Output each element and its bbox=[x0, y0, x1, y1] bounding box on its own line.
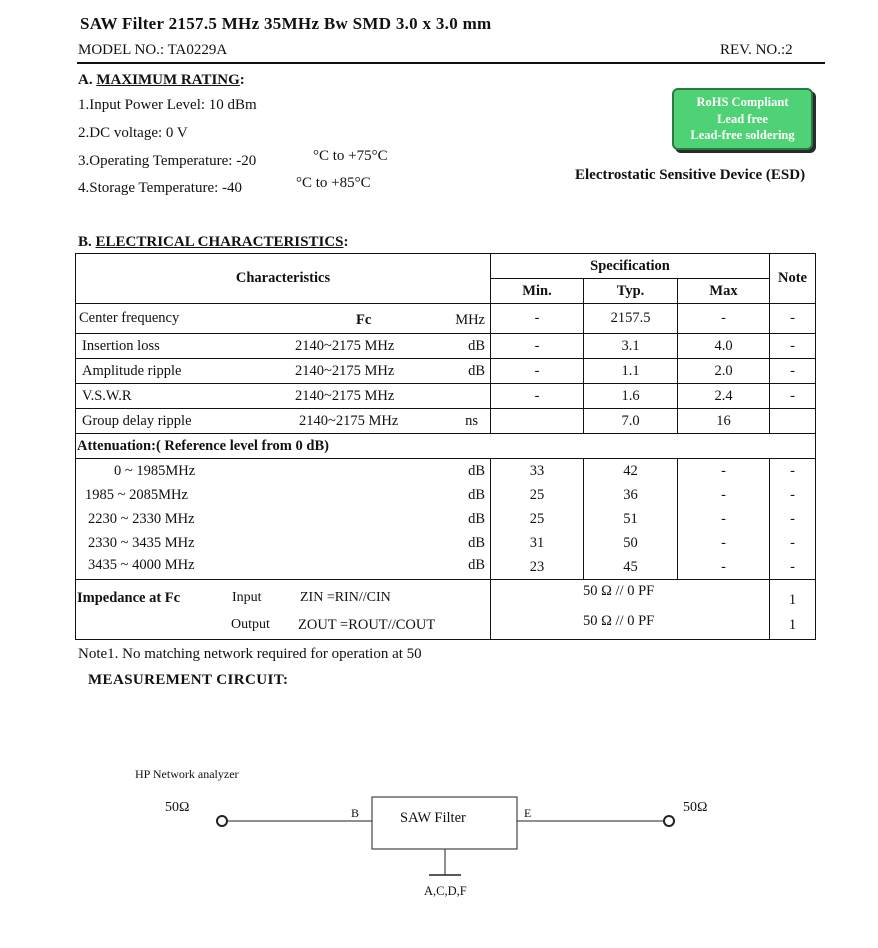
row-name: Insertion loss bbox=[82, 337, 160, 354]
cell-max: - bbox=[678, 459, 770, 484]
impedance-input-value: 50 Ω // 0 PF bbox=[583, 583, 655, 599]
cell-min: - bbox=[491, 384, 584, 409]
row-range: 2140~2175 MHz bbox=[299, 413, 399, 429]
cell-typ: 42 bbox=[584, 459, 678, 484]
row-range: 2330 ~ 3435 MHz bbox=[88, 535, 195, 551]
rating-storage-temp: 4.Storage Temperature: -40 bbox=[78, 180, 243, 196]
revision-number: REV. NO.:2 bbox=[720, 42, 793, 58]
model-number: MODEL NO.: TA0229A bbox=[78, 42, 228, 58]
output-port-terminal bbox=[664, 816, 674, 826]
cell-typ: 3.1 bbox=[584, 334, 678, 359]
cell-typ: 1.1 bbox=[584, 359, 678, 384]
cell-min: 25 bbox=[491, 483, 584, 507]
cell-note: - bbox=[770, 531, 816, 555]
cell-note: - bbox=[770, 507, 816, 531]
attenuation-title: Attenuation:( Reference level from 0 dB) bbox=[76, 434, 816, 459]
rohs-line-compliant: RoHS Compliant bbox=[696, 95, 789, 109]
input-port-terminal bbox=[217, 816, 227, 826]
impedance-input-formula: ZIN =RIN//CIN bbox=[300, 590, 391, 605]
col-characteristics: Characteristics bbox=[76, 254, 491, 304]
cell-typ: 7.0 bbox=[584, 409, 678, 434]
cell-min: - bbox=[491, 334, 584, 359]
cell-min: 23 bbox=[491, 555, 584, 580]
col-specification: Specification bbox=[491, 254, 770, 279]
cell-note: - bbox=[770, 459, 816, 484]
row-unit: ns bbox=[465, 413, 478, 429]
rating-storage-temp-range: °C to +85°C bbox=[296, 175, 371, 191]
row-range: 0 ~ 1985MHz bbox=[114, 463, 196, 479]
row-unit: dB bbox=[468, 511, 485, 527]
impedance-output-note: 1 bbox=[770, 612, 816, 639]
rating-input-power: 1.Input Power Level: 10 dBm bbox=[78, 97, 257, 113]
row-range: 2140~2175 MHz bbox=[295, 388, 395, 404]
esd-warning: Electrostatic Sensitive Device (ESD) bbox=[575, 167, 806, 183]
row-range: 3435 ~ 4000 MHz bbox=[88, 557, 195, 573]
cell-min: 31 bbox=[491, 531, 584, 555]
cell-typ: 36 bbox=[584, 483, 678, 507]
rating-dc-voltage: 2.DC voltage: 0 V bbox=[78, 125, 188, 141]
output-impedance-label: 50Ω bbox=[683, 800, 708, 815]
col-typ: Typ. bbox=[584, 279, 678, 304]
rohs-line-lead-free: Lead free bbox=[717, 111, 768, 126]
cell-note: - bbox=[770, 384, 816, 409]
note-1: Note1. No matching network required for operation at 50 bbox=[78, 646, 422, 662]
rating-operating-temp: 3.Operating Temperature: -20 bbox=[78, 153, 257, 169]
rating-operating-temp-range: °C to +75°C bbox=[313, 148, 388, 164]
cell-max: 2.0 bbox=[678, 359, 770, 384]
row-name: Group delay ripple bbox=[82, 412, 192, 429]
saw-filter-label: SAW Filter bbox=[400, 810, 466, 826]
electrical-prefix: B. bbox=[78, 234, 96, 250]
impedance-label: Impedance at Fc bbox=[77, 590, 181, 606]
cell-note: - bbox=[770, 555, 816, 580]
measurement-circuit-title: MEASUREMENT CIRCUIT: bbox=[88, 672, 289, 688]
cell-max: - bbox=[678, 483, 770, 507]
row-name: V.S.W.R bbox=[82, 387, 132, 404]
cell-typ: 51 bbox=[584, 507, 678, 531]
row-range: 2230 ~ 2330 MHz bbox=[88, 511, 195, 527]
input-impedance-label: 50Ω bbox=[165, 800, 190, 815]
cell-typ: 50 bbox=[584, 531, 678, 555]
pin-b-label: B bbox=[351, 806, 360, 820]
max-rating-title: MAXIMUM RATING bbox=[96, 72, 240, 88]
pin-e-label: E bbox=[524, 806, 532, 820]
cell-min: 33 bbox=[491, 459, 584, 484]
cell-max: - bbox=[678, 531, 770, 555]
cell-max: 2.4 bbox=[678, 384, 770, 409]
cell-note: - bbox=[770, 304, 816, 334]
row-unit: dB bbox=[468, 338, 485, 354]
row-name: Amplitude ripple bbox=[82, 362, 182, 379]
col-note: Note bbox=[770, 254, 816, 304]
cell-note: - bbox=[770, 483, 816, 507]
row-unit: dB bbox=[468, 535, 485, 551]
center-frequency-unit: MHz bbox=[455, 312, 485, 328]
electrical-title: ELECTRICAL CHARACTERISTICS bbox=[95, 234, 344, 250]
cell-min: 25 bbox=[491, 507, 584, 531]
row-range: 2140~2175 MHz bbox=[295, 363, 395, 379]
cell-max: - bbox=[678, 507, 770, 531]
cell-max: - bbox=[678, 555, 770, 580]
cell-note: - bbox=[770, 359, 816, 384]
max-rating-suffix: : bbox=[239, 72, 245, 88]
cell-note: - bbox=[770, 334, 816, 359]
cell-typ: 45 bbox=[584, 555, 678, 580]
rohs-line-soldering: Lead-free soldering bbox=[690, 128, 795, 142]
row-unit: dB bbox=[468, 463, 485, 479]
max-rating-prefix: A. bbox=[78, 72, 97, 88]
col-min: Min. bbox=[491, 279, 584, 304]
impedance-input-label: Input bbox=[232, 590, 262, 605]
cell-max: - bbox=[678, 304, 770, 334]
network-analyzer-label: HP Network analyzer bbox=[135, 767, 239, 781]
cell-max: 4.0 bbox=[678, 334, 770, 359]
impedance-input-note: 1 bbox=[770, 580, 816, 613]
impedance-output-formula: ZOUT =ROUT//COUT bbox=[298, 617, 436, 633]
impedance-output-label: Output bbox=[231, 617, 270, 632]
electrical-suffix: : bbox=[343, 234, 349, 250]
row-range: 2140~2175 MHz bbox=[295, 338, 395, 354]
document-title: SAW Filter 2157.5 MHz 35MHz Bw SMD 3.0 x 3.0 mm bbox=[80, 14, 492, 33]
col-max: Max bbox=[678, 279, 770, 304]
row-unit: dB bbox=[468, 557, 485, 573]
cell-max: 16 bbox=[678, 409, 770, 434]
row-range: 1985 ~ 2085MHz bbox=[85, 487, 188, 503]
impedance-output-value: 50 Ω // 0 PF bbox=[583, 613, 655, 629]
row-unit: dB bbox=[468, 363, 485, 379]
cell-min: - bbox=[491, 359, 584, 384]
row-unit: dB bbox=[468, 487, 485, 503]
center-frequency-label: Center frequency bbox=[79, 310, 180, 326]
cell-min: - bbox=[491, 304, 584, 334]
cell-typ: 2157.5 bbox=[584, 304, 678, 334]
center-frequency-symbol: Fc bbox=[356, 312, 372, 328]
cell-typ: 1.6 bbox=[584, 384, 678, 409]
ground-pins-label: A,C,D,F bbox=[424, 884, 467, 898]
